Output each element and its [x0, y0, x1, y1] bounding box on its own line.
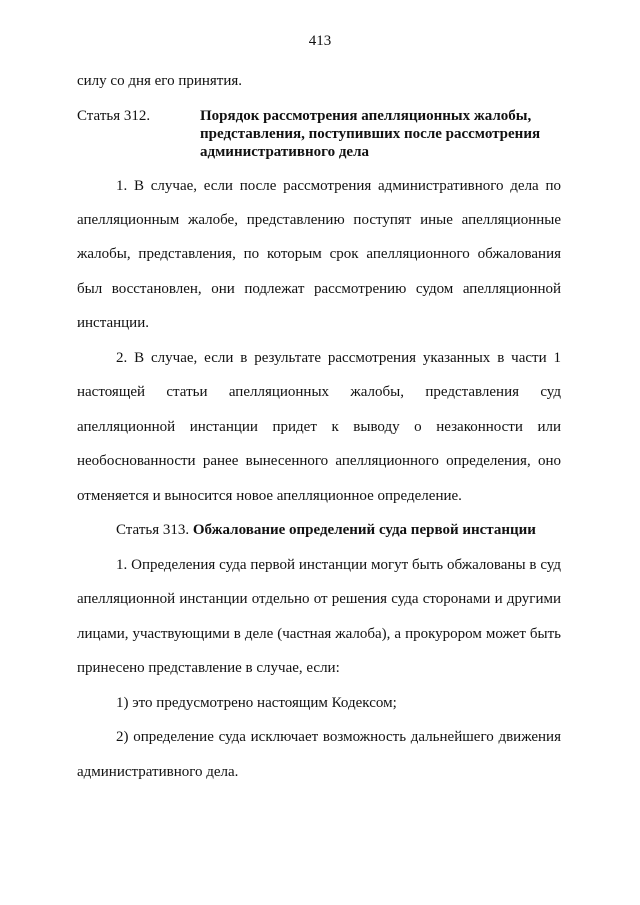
article-312-title-line: административного дела: [200, 144, 369, 160]
paragraph-line: принесено представление в случае, если:: [77, 660, 340, 676]
paragraph-line: административного дела.: [77, 764, 239, 780]
paragraph-line: 1. В случае, если после рассмотрения административного дела по: [116, 178, 561, 194]
paragraph-line: отменяется и выносится новое апелляционное определение.: [77, 488, 462, 504]
paragraph-line: лицами, участвующими в деле (частная жалоба), а прокурором может быть: [77, 626, 561, 642]
article-312-label: Статья 312.: [77, 108, 151, 124]
article-313-title: Обжалование определений суда первой инстанции: [192, 522, 536, 538]
page-number: 413: [308, 33, 332, 49]
paragraph-line: апелляционной инстанции отдельно от решения суда сторонами и другими: [77, 591, 561, 607]
article-312-title-line: Порядок рассмотрения апелляционных жалобы,: [200, 108, 532, 124]
paragraph-line: необоснованности ранее вынесенного апелляционного определения, оно: [77, 453, 561, 469]
article-312-title-line: представления, поступивших после рассмотрения: [200, 126, 541, 142]
paragraph-line: жалобы, представления, по которым срок апелляционного обжалования: [77, 246, 561, 262]
paragraph-line: был восстановлен, они подлежат рассмотрению судом апелляционной: [77, 281, 561, 297]
article-313-label: Статья 313.: [116, 522, 190, 538]
paragraph-line: инстанции.: [77, 315, 149, 331]
list-item: 2) определение суда исключает возможность дальнейшего движения: [116, 729, 561, 745]
list-item: 1) это предусмотрено настоящим Кодексом;: [116, 695, 397, 711]
paragraph-line: 1. Определения суда первой инстанции могут быть обжалованы в суд: [116, 557, 561, 573]
article-313-heading: [116, 521, 536, 539]
paragraph-line: настоящей статьи апелляционных жалобы, представления суд: [77, 384, 561, 400]
paragraph-line: апелляционным жалобе, представлению поступят иные апелляционные: [77, 212, 561, 228]
paragraph-line: 2. В случае, если в результате рассмотрения указанных в части 1: [116, 350, 561, 366]
text-line: силу со дня его принятия.: [77, 73, 243, 89]
paragraph-line: апелляционной инстанции придет к выводу о незаконности или: [77, 419, 561, 435]
article-312-heading: [77, 107, 561, 161]
article-312-title: [200, 107, 540, 161]
